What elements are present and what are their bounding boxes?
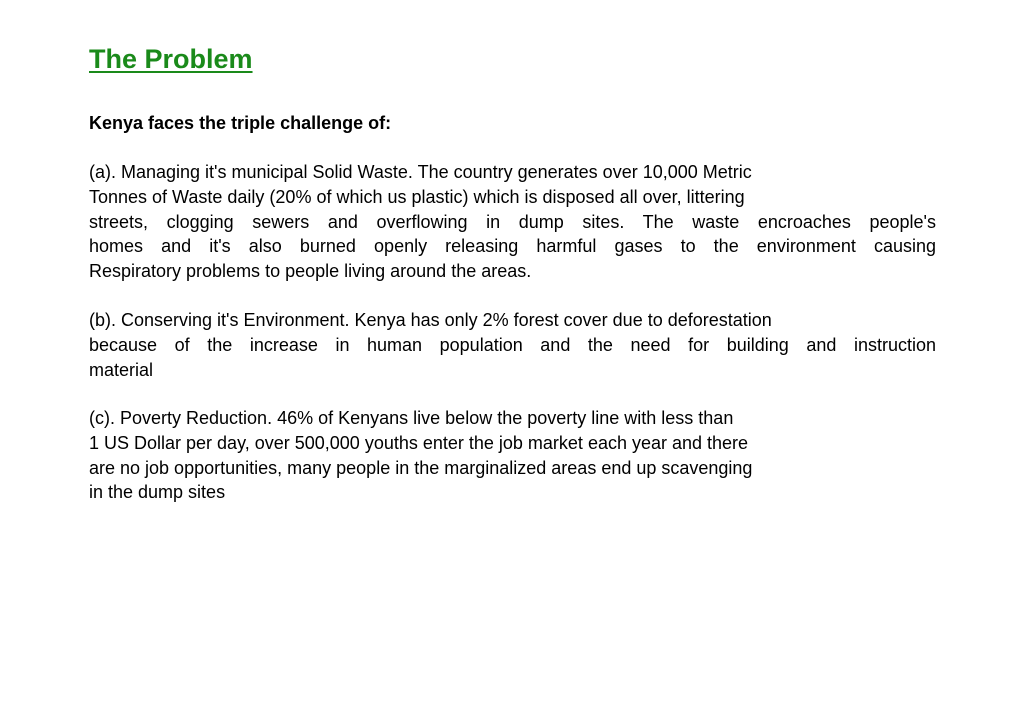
page-title: The Problem [89,44,253,74]
paragraph-line: homes and it's also burned openly releasing harmful gases to the environment causing [89,236,936,257]
paragraph-line: (c). Poverty Reduction. 46% of Kenyans live below the poverty line with less than [89,408,734,428]
paragraph-line: streets, clogging sewers and overflowing in dump sites. The waste encroaches people's [89,211,936,232]
paragraph-solid-waste [89,160,936,284]
paragraph-environment [89,308,936,382]
paragraph-line: are no job opportunities, many people in the marginalized areas end up scavenging [89,457,753,478]
paragraph-line: because of the increase in human population and the need for building and instruction [89,334,936,355]
paragraph-poverty [89,406,936,505]
paragraph-line: material [89,359,154,380]
paragraph-line: Respiratory problems to people living around the areas. [89,261,532,281]
paragraph-line: 1 US Dollar per day, over 500,000 youths enter the job market each year and there [89,432,749,453]
paragraph-line: Tonnes of Waste daily (20% of which us plastic) which is disposed all over, littering [89,186,745,207]
paragraph-line: (b). Conserving it's Environment. Kenya has only 2% forest cover due to deforestation [89,310,772,330]
intro-heading: Kenya faces the triple challenge of: [89,113,392,133]
paragraph-line: (a). Managing it's municipal Solid Waste. The country generates over 10,000 Metric [89,162,752,182]
paragraph-line: in the dump sites [89,482,226,503]
